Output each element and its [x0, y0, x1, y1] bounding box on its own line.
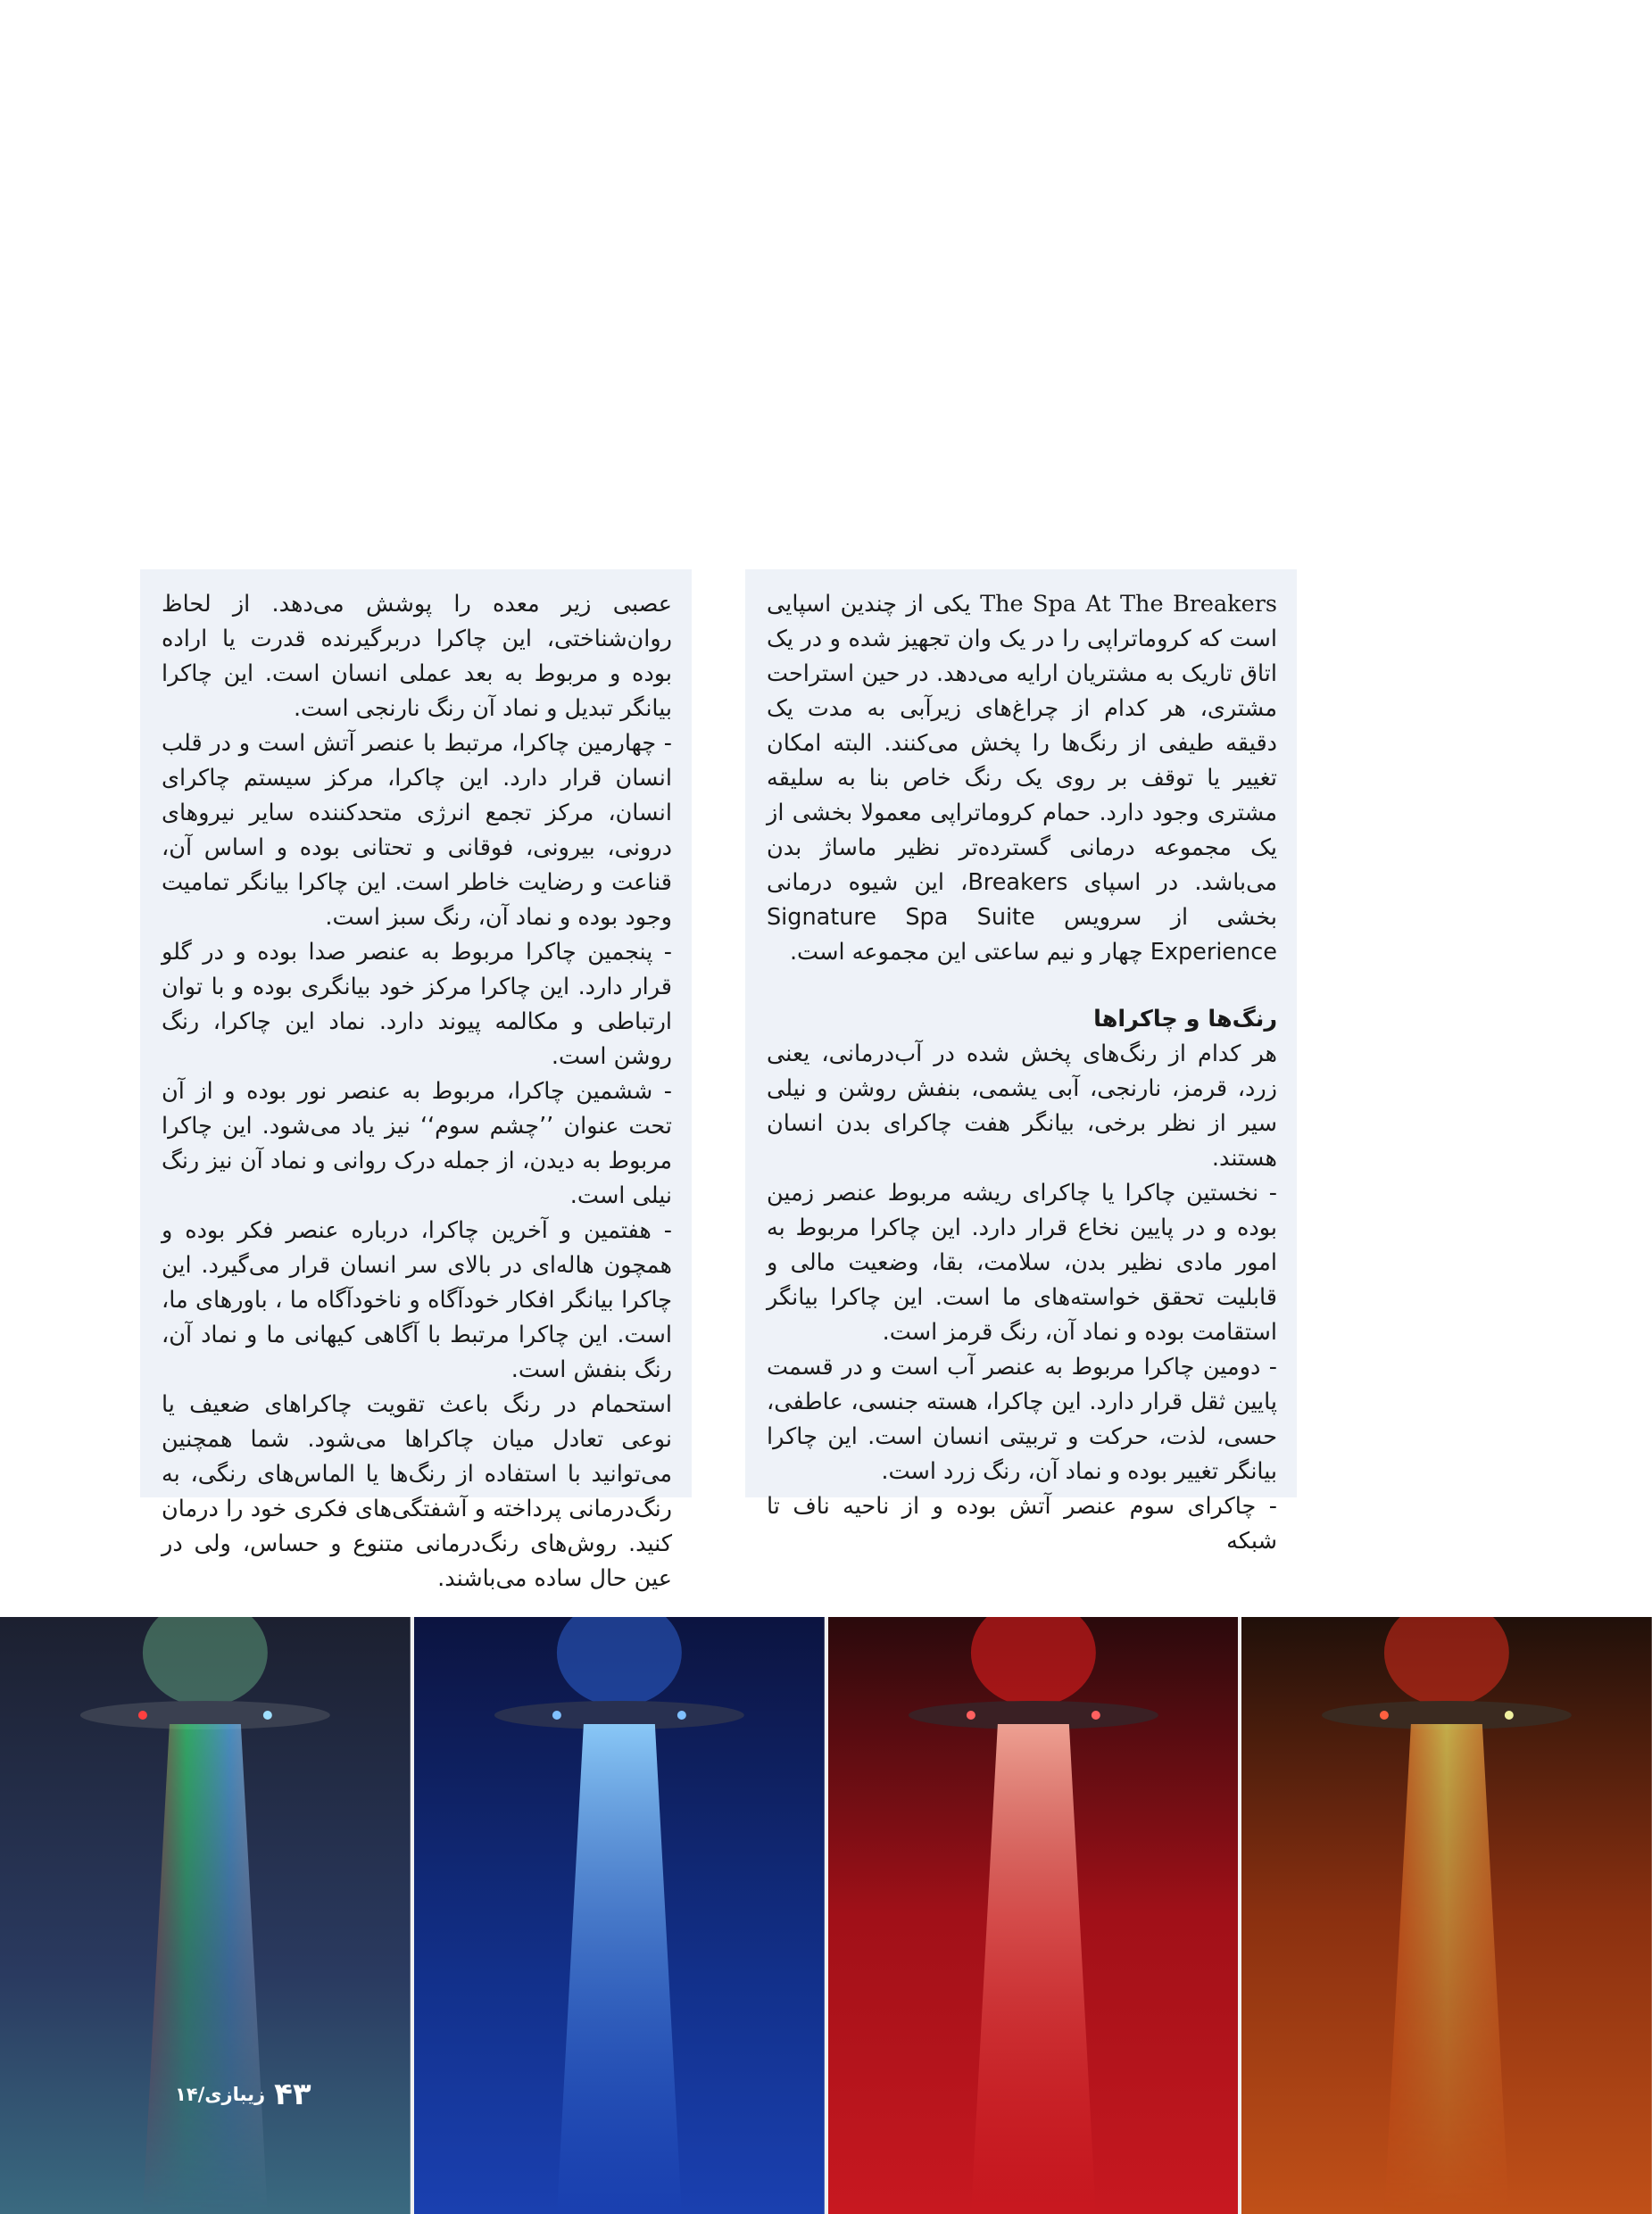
shower-photo-strip — [0, 1617, 1652, 2214]
paragraph: - نخستین چاکرا یا چاکرای ریشه مربوط عنصر زمین بوده و در پایین نخاع قرار دارد. این چاکرا مربوط به امور مادی نظیر بدن، سلامت، بقا، وضعیت مالی و قابلیت تحقق خواسته‌های ما است. این چاکرا بیانگر استقامت بوده و نماد آن، رنگ قرمز است. — [767, 1180, 1277, 1346]
rainbow-shower-image — [0, 1617, 411, 2214]
orange-shower-image — [1241, 1617, 1652, 2214]
rainbow-shower-photo — [0, 1617, 411, 2214]
red-shower-image — [828, 1617, 1239, 2214]
blue-shower-image — [414, 1617, 825, 2214]
magazine-issue: زیبازی/۱۴ — [175, 2084, 266, 2105]
paragraph: عصبی زیر معده را پوشش می‌دهد. از لحاظ روان‌شناختی، این چاکرا دربرگیرنده قدرت یا اراده بوده و مربوط به بعد عملی انسان است. این چاکرا بیانگر تبدیل و نماد آن رنگ نارنجی است. — [162, 591, 672, 722]
article-column-left — [140, 569, 692, 1592]
page-folio — [175, 2077, 311, 2112]
paragraph: استحمام در رنگ باعث تقویت چاکراهای ضعیف یا نوعی تعادل میان چاکراها می‌شود. شما همچنین می‌توانید با استفاده از رنگ‌ها یا الماس‌های رنگی، به رنگ‌درمانی پرداخته و آشفتگی‌های فکری خود را درمان کنید. روش‌های رنگ‌درمانی متنوع و حساس، ولی در عین حال ساده می‌باشند. — [162, 1391, 672, 1592]
spa-name: The Spa At The Breakers — [980, 591, 1277, 618]
paragraph: - چاکرای سوم عنصر آتش بوده و از ناحیه ناف تا شبکه — [767, 1493, 1277, 1555]
section-heading: رنگ‌ها و چاکراها — [1093, 1006, 1277, 1032]
paragraph: - چهارمین چاکرا، مرتبط با عنصر آتش است و در قلب انسان قرار دارد. این چاکرا، مرکز سیستم چاکرای انسان، مرکز تجمع انرژی متحدکننده سایر نیروهای درونی، بیرونی، فوقانی و تحتانی بوده و اساس آن، قناعت و رضایت خاطر است. این چاکرا بیانگر تمامیت وجود بوده و نماد آن، رنگ سبز است. — [162, 730, 672, 931]
paragraph: - ششمین چاکرا، مربوط به عنصر نور بوده و از آن تحت عنوان ’’چشم سوم‘‘ نیز یاد می‌شود. این چاکرا مربوط به دیدن، از جمله درک روانی و نماد آن نیز رنگ نیلی است. — [162, 1078, 672, 1209]
paragraph: - هفتمین و آخرین چاکرا، درباره عنصر فکر بوده و همچون هاله‌ای در بالای سر انسان قرار می‌گیرد. این چاکرا بیانگر افکار خودآگاه و ناخودآگاه ما ، باورهای ما، است. این چاکرا مرتبط با آگاهی کیهانی ما و نماد آن، رنگ بنفش است. — [162, 1217, 672, 1383]
intro-text: یکی از چندین اسپایی است که کروماتراپی را در یک وان تجهیز شده و در یک اتاق تاریک به مشتریان ارایه می‌دهد. در حین استراحت مشتری، هر کدام از چراغ‌های زیرآبی به مدت یک دقیقه طیفی از رنگ‌ها را پخش می‌کنند. البته امکان تغییر یا توقف بر روی یک رنگ خاص بنا به سلیقه مشتری وجود دارد. حمام کروماتراپی معمولا بخشی از یک مجموعه درمانی گسترده‌تر نظیر ماساژ بدن می‌باشد. در اسپای Breakers، این شیوه درمانی بخشی از سرویس Signature Spa Suite Experience چهار و نیم ساعتی این مجموعه است. — [767, 591, 1277, 966]
orange-shower-photo — [1241, 1617, 1652, 2214]
article-column-right — [745, 569, 1297, 1555]
intro-paragraph — [767, 587, 1277, 970]
blue-shower-photo — [414, 1617, 825, 2214]
paragraph: - پنجمین چاکرا مربوط به عنصر صدا بوده و در گلو قرار دارد. این چاکرا مرکز خود بیانگری بوده و با توان ارتباطی و مکالمه پیوند دارد. نماد این چاکرا، رنگ روشن است. — [162, 939, 672, 1070]
paragraph: - دومین چاکرا مربوط به عنصر آب است و در قسمت پایین ثقل قرار دارد. این چاکرا، هسته جنسی، عاطفی، حسی، لذت، حرکت و تربیتی انسان است. این چاکرا بیانگر تغییر بوده و نماد آن، رنگ زرد است. — [767, 1354, 1277, 1485]
page-number: ۴۳ — [274, 2077, 311, 2112]
paragraph: هر کدام از رنگ‌های پخش شده در آب‌درمانی، یعنی زرد، قرمز، نارنجی، آبی یشمی، بنفش روشن و نیلی سیر از نظر برخی، بیانگر هفت چاکرای بدن انسان هستند. — [767, 1041, 1277, 1172]
red-shower-photo — [828, 1617, 1239, 2214]
